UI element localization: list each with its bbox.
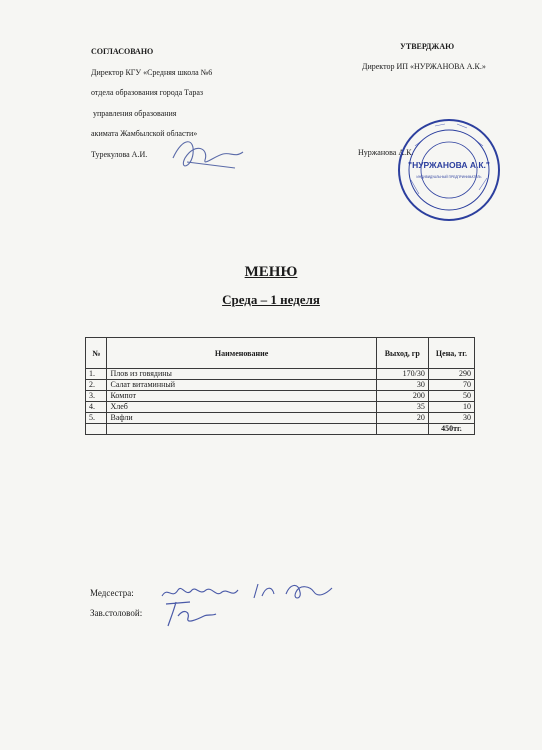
header-price: Цена, тг.: [428, 338, 474, 369]
canteen-label: Зав.столовой:: [90, 608, 143, 618]
table-total-row: [86, 424, 475, 435]
row-num: 2.: [86, 380, 107, 391]
row-name: Салат витаминный: [107, 380, 376, 391]
row-output: 20: [376, 413, 428, 424]
total-empty-output: [376, 424, 428, 435]
row-price: 30: [428, 413, 474, 424]
row-num: 3.: [86, 391, 107, 402]
director-signature-left: [165, 128, 255, 178]
agreed-line-4: акимата Жамбылской области»: [91, 129, 198, 138]
row-num: 1.: [86, 369, 107, 380]
agreed-line-2: отдела образования города Тараз: [91, 88, 204, 97]
menu-table: [85, 337, 475, 435]
row-price: 10: [428, 402, 474, 413]
row-output: 200: [376, 391, 428, 402]
page-title: МЕНЮ: [244, 264, 298, 280]
table-row: [86, 369, 475, 380]
approved-role: Директор ИП «НУРЖАНОВА А.К.»: [362, 62, 486, 71]
stamp-center-text: "НУРЖАНОВА А.К.": [408, 160, 490, 170]
nurse-label: Медсестра:: [90, 588, 134, 598]
agreed-line-5: Турекулова А.И.: [91, 149, 148, 159]
row-price: 70: [428, 380, 474, 391]
table-row: [86, 402, 475, 413]
row-num: 5.: [86, 413, 107, 424]
company-seal-stamp: [395, 116, 503, 224]
row-name: Хлеб: [107, 402, 376, 413]
agreed-heading: СОГЛАСОВАНО: [91, 47, 154, 56]
header-output: Выход, гр: [376, 338, 428, 369]
stamp-sub-text: ИНДИВИДУАЛЬНЫЙ ПРЕДПРИНИМАТЕЛЬ: [416, 175, 482, 179]
approved-name: Нуржанова А.К.: [358, 148, 414, 157]
page-subtitle: Среда – 1 неделя: [222, 292, 320, 307]
row-output: 30: [376, 380, 428, 391]
row-name: Компот: [107, 391, 376, 402]
total-empty-name: [107, 424, 376, 435]
table-row: [86, 380, 475, 391]
row-output: 170/30: [376, 369, 428, 380]
row-output: 35: [376, 402, 428, 413]
table-row: [86, 413, 475, 424]
approved-heading: УТВЕРДЖАЮ: [400, 42, 455, 51]
total-price: 450тг.: [428, 424, 474, 435]
canteen-signature: [160, 598, 220, 630]
row-price: 290: [428, 369, 474, 380]
total-empty-num: [86, 424, 107, 435]
row-name: Плов из говядины: [107, 369, 376, 380]
header-name: Наименование: [107, 338, 376, 369]
header-num: №: [86, 338, 107, 369]
table-header-row: [86, 338, 475, 369]
table-row: [86, 391, 475, 402]
row-name: Вафли: [107, 413, 376, 424]
row-num: 4.: [86, 402, 107, 413]
agreed-line-1: Директор КГУ «Средняя школа №6: [91, 67, 213, 77]
row-price: 50: [428, 391, 474, 402]
agreed-line-3: управления образования: [91, 108, 177, 118]
